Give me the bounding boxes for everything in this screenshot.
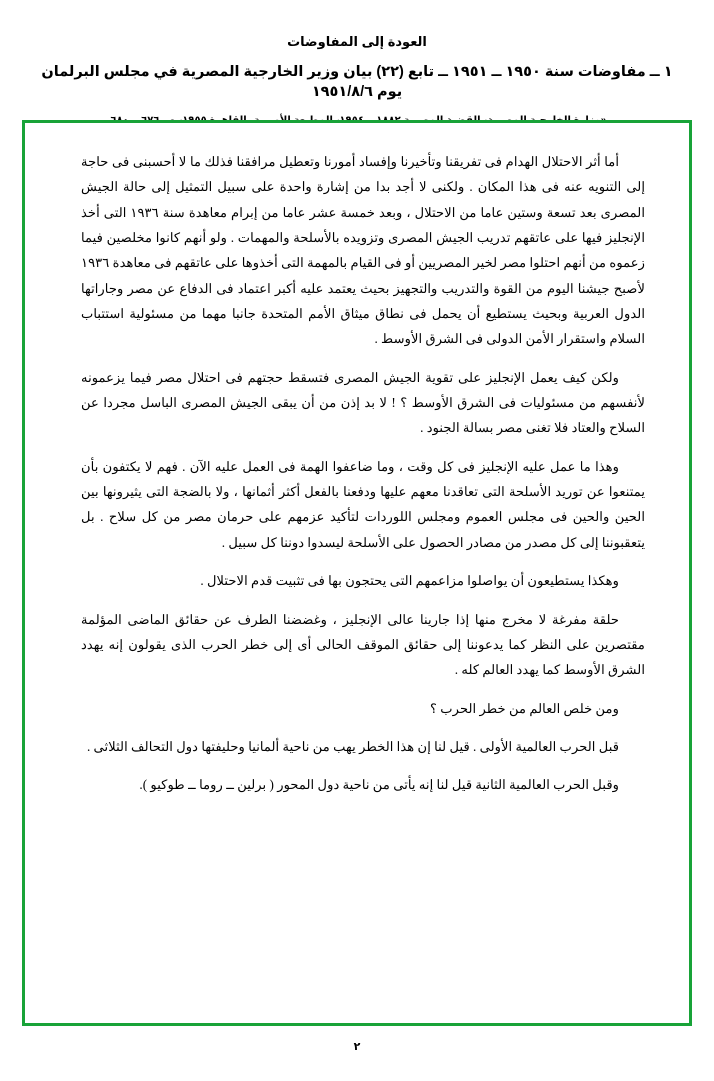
- paragraph: ولكن كيف يعمل الإنجليز على تقوية الجيش المصرى فتسقط حجتهم فى احتلال مصر فيما يزعمونه لأنفسهم من مسئوليات فى الشرق الأوسط ؟ ! لا بد إذن من أن يبقى الجيش المصرى الباسل مجردا عن السلاح والعتاد فلا تغنى مصر بسالة الجنود .: [81, 369, 645, 436]
- body-text-block: [81, 149, 645, 811]
- paragraph: وقبل الحرب العالمية الثانية قيل لنا إنه يأتى من ناحية دول المحور ( برلين ــ روما ــ طوكيو ).: [139, 777, 619, 793]
- paragraph: ومن خلص العالم من خطر الحرب ؟: [429, 700, 619, 716]
- page-header: [0, 0, 714, 128]
- paragraph: حلقة مفرغة لا مخرج منها إذا جارينا عالى الإنجليز ، وغضضنا الطرف عن حقائق الماضى المؤلمة مقتصرين على النظر كما يدعوننا إلى حقائق الموقف الحالى أى إلى خطر الحرب الذى يقولون إنه يهدد الشرق الأوسط كما يهدد العالم كله .: [81, 611, 645, 678]
- header-title: العودة إلى المفاوضات: [287, 34, 427, 49]
- paragraph: قبل الحرب العالمية الأولى . قيل لنا إن هذا الخطر يهب من ناحية ألمانيا وحليفتها دول التحالف الثلاثى .: [86, 738, 619, 754]
- page-number: ٢: [353, 1041, 361, 1053]
- paragraph: وهذا ما عمل عليه الإنجليز فى كل وقت ، وما ضاعفوا الهمة فى العمل عليه الآن . فهم لا يكتفون بأن يمتنعوا عن توريد الأسلحة التى تعاقدنا معهم عليها ودفعنا بالفعل أكثر أثمانها ، ولا بالضجة التى يثيرونها بين الحين والحين فى مجلس العموم ومجلس اللوردات لتأكيد عزمهم على حرمان مصر من كل سلاح . بل يتعقبوننا إلى كل مصدر من مصادر الحصول على الأسلحة ليسدوا دوننا كل سبيل .: [81, 458, 645, 550]
- paragraph: وهكذا يستطيعون أن يواصلوا مزاعمهم التى يحتجون بها فى تثبيت قدم الاحتلال .: [200, 573, 619, 589]
- header-subtitle: ١ ــ مفاوضات سنة ١٩٥٠ ــ ١٩٥١ ــ تابع (٢٢) بيان وزير الخارجية المصرية في مجلس البرلمان يوم ١٩٥١/٨/٦: [41, 64, 673, 101]
- paragraph: أما أثر الاحتلال الهدام فى تفريقنا وتأخيرنا وإفساد أمورنا وتعطيل مرافقنا فذلك ما لا أحسبنى فى حاجة إلى التنويه عنه فى هذا المكان . ولكنى لا أجد بدا من إشارة واحدة على سبيل التمثيل إلى حالة الجيش المصرى بعد تسعة وستين عاما من الاحتلال ، وبعد خمسة عشر عاما من إبرام معاهدة سنة ١٩٣٦ التى أخذ الإنجليز فيها على عاتقهم تدريب الجيش المصرى وتزويده بالأسلحة والمهمات . ولو أنهم كانوا مخلصين فيما زعموه من أنهم احتلوا مصر لخير المصريين أو فى القيام بالمهمة التى أخذوها على عاتقهم فى معاهدة ١٩٣٦ لأصبح جيشنا اليوم من القوة والتدريب والتجهيز بحيث يعتمد عليه أكبر اعتماد فى الدفاع عن مصر وجاراتها الدول العربية وبحيث يستطيع أن يحمل فى نطاق ميثاق الأمم المتحدة جانبا مهما من مسئولية استتباب السلام واستقرار الأمن الدولى فى الشرق الأوسط .: [81, 154, 645, 347]
- green-content-frame: [22, 120, 692, 1026]
